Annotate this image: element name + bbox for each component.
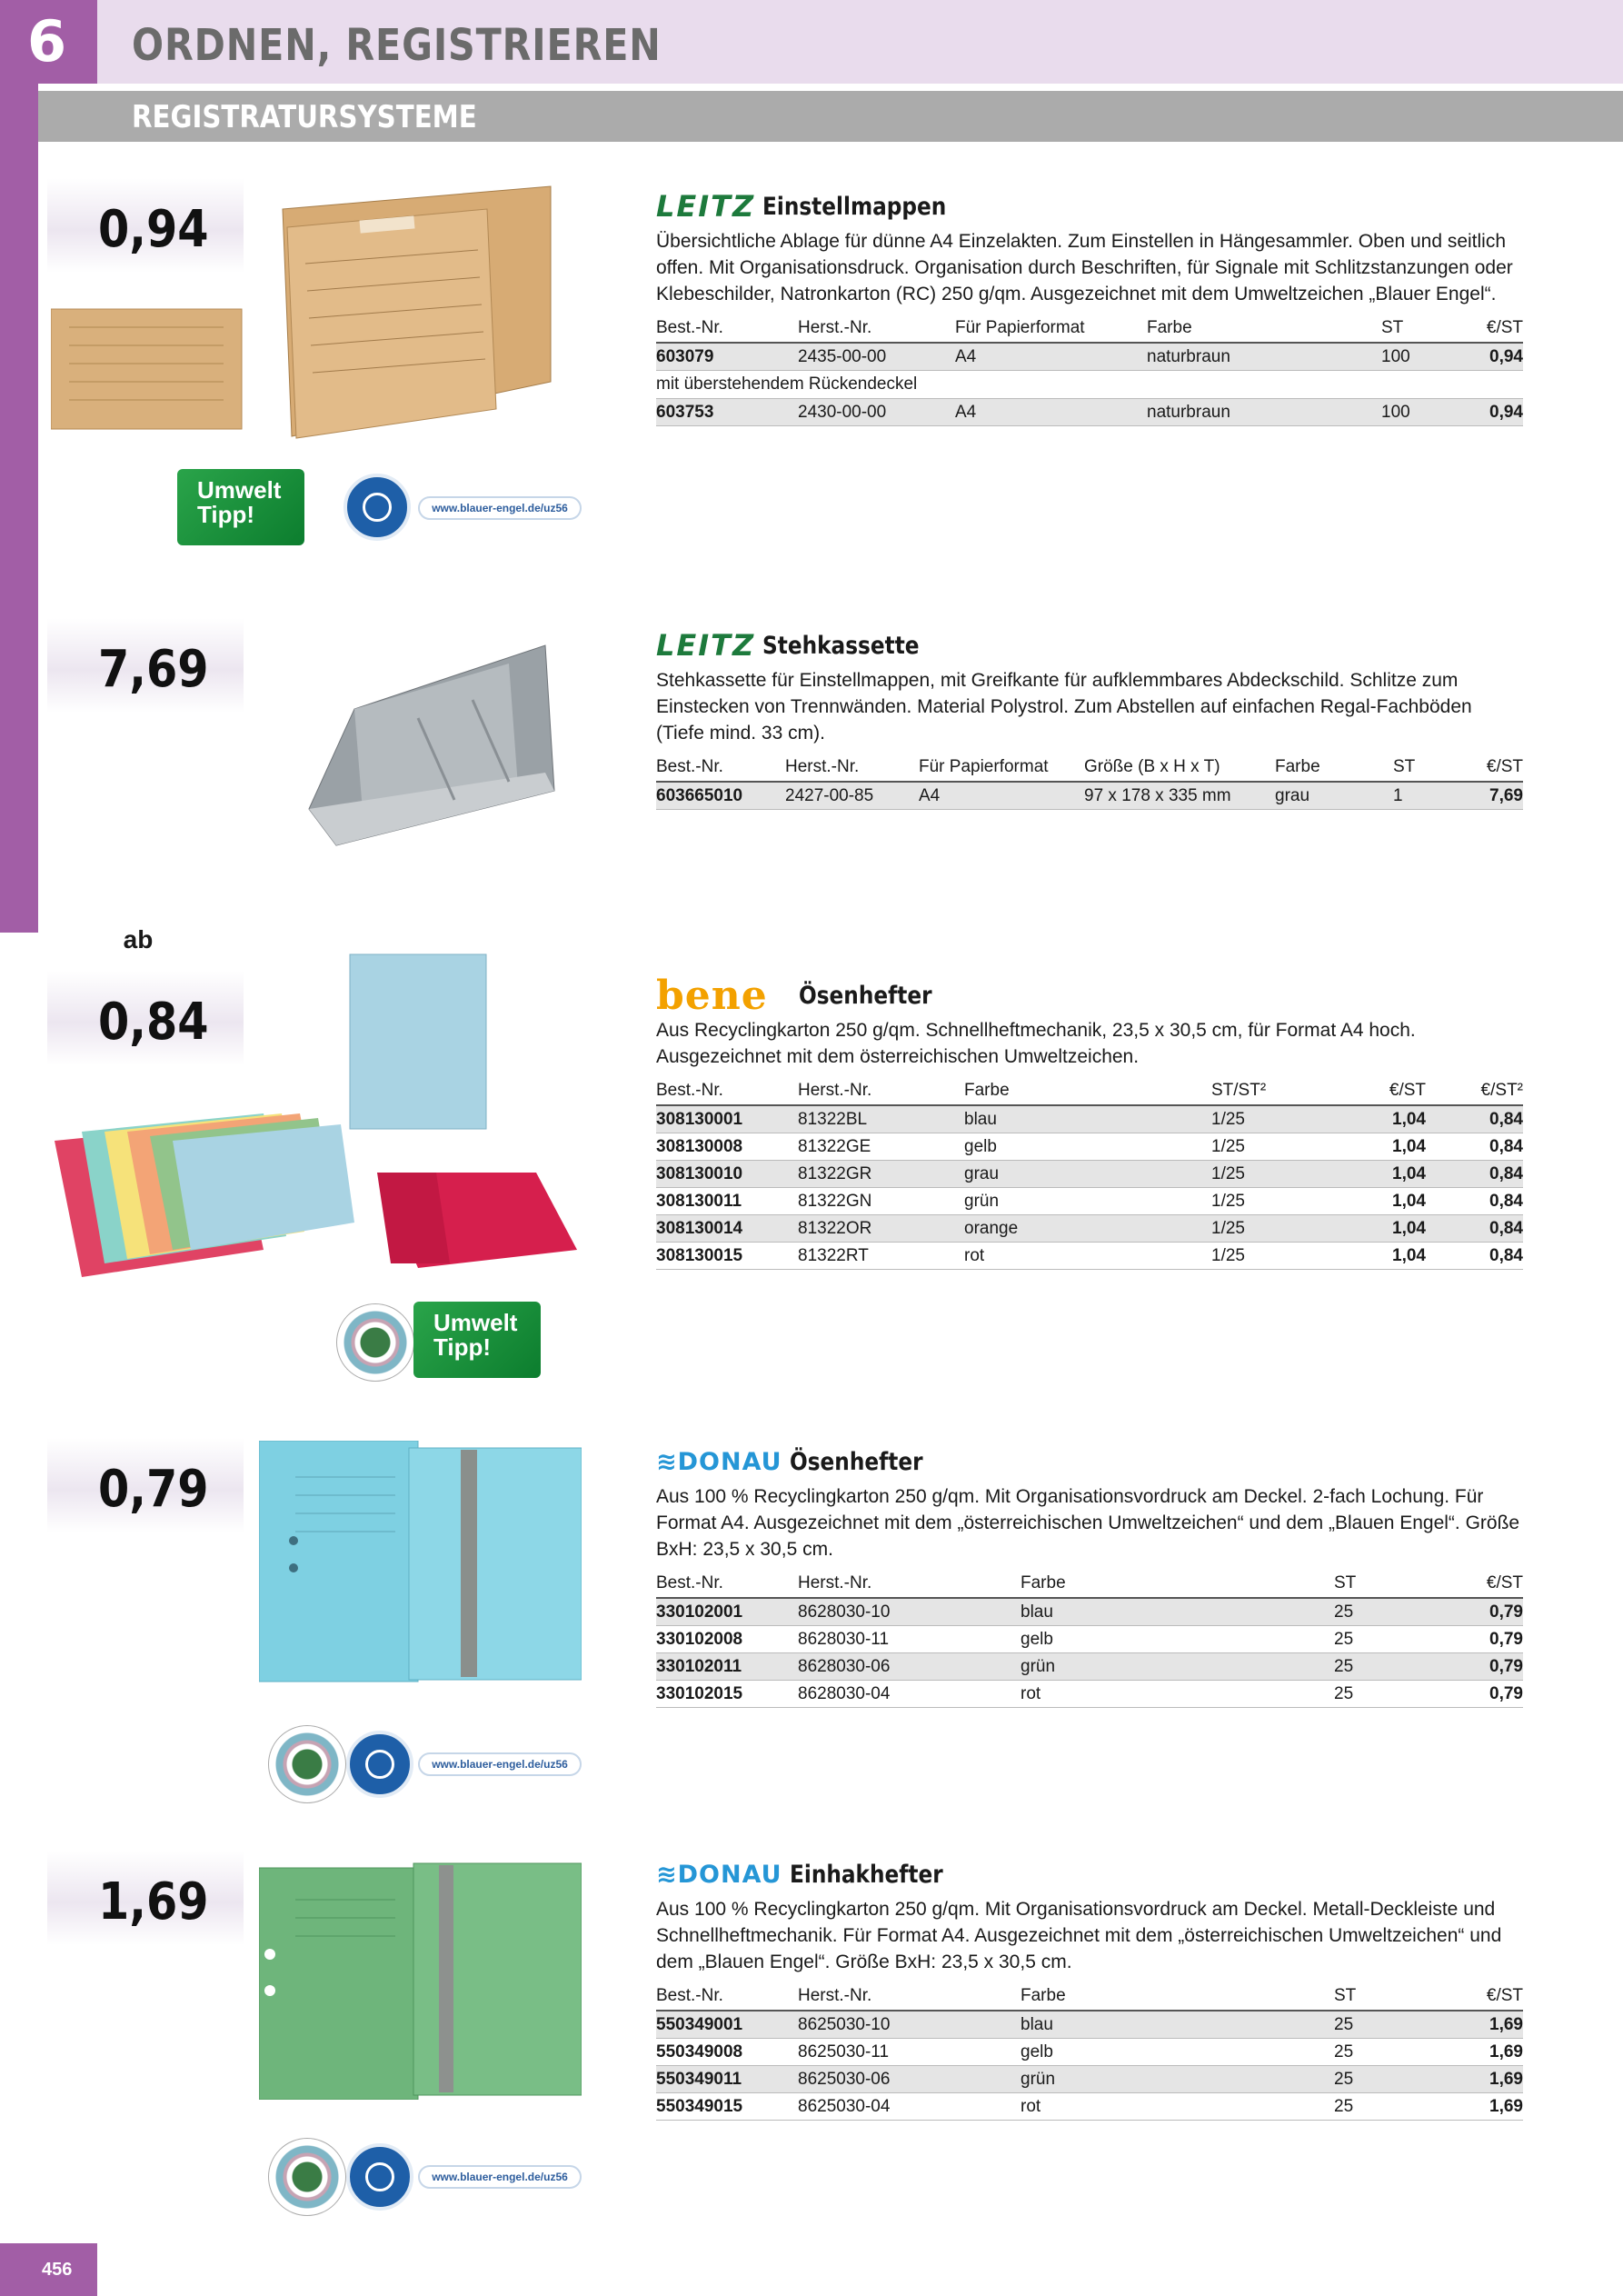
col-header: €/ST [1443, 1982, 1523, 2011]
chapter-sidebar-bar [0, 84, 38, 933]
table-row: 330102015 8628030-04 rot 25 0,79 [656, 1681, 1523, 1708]
size: 97 x 178 x 335 mm [1084, 782, 1275, 810]
leitz-logo: LEITZ [656, 628, 756, 663]
price-tag [47, 1438, 244, 1532]
product-table-2 [656, 399, 1523, 426]
price-prefix: ab [123, 925, 154, 953]
product-stehkassette [656, 625, 1523, 810]
price-value: 7,69 [98, 640, 209, 699]
manufacturer-number: 2427-00-85 [785, 782, 919, 810]
table-row: 308130015 81322RT rot 1/25 1,04 0,84 [656, 1243, 1523, 1270]
table-header-row [656, 1982, 1523, 2011]
col-header: Herst.-Nr. [798, 1570, 1021, 1598]
col-header: Best.-Nr. [656, 314, 798, 343]
product-image-einstellmappen [51, 182, 587, 445]
col-header: Herst.-Nr. [798, 1982, 1021, 2011]
table-row: 330102008 8628030-11 gelb 25 0,79 [656, 1626, 1523, 1653]
product-description: Übersichtliche Ablage für dünne A4 Einzelakten. Zum Einstellen in Hängesammler. Oben und seitlich offen. Mit Organisationsdruck. Organisation durch Beschriften, für Signale mit Schlitzstanzungen oder Klebeschilder, Natronkarton (RC) 250 g/qm. Ausgezeichnet mit dem Umweltzeichen „Blauer Engel“. [656, 231, 1513, 304]
table-row: 550349015 8625030-04 rot 25 1,69 [656, 2093, 1523, 2121]
product-donau-oesenhefter [656, 1442, 1523, 1708]
price-value: 0,84 [98, 993, 209, 1052]
bene-logo: bene [656, 972, 768, 1019]
paper-format: A4 [919, 782, 1084, 810]
blauer-engel-url: www.blauer-engel.de/uz56 [418, 1752, 582, 1776]
table-row: 550349011 8625030-06 grün 25 1,69 [656, 2066, 1523, 2093]
chapter-header [97, 0, 1623, 84]
col-header: €/ST [1443, 1570, 1523, 1598]
col-header: Best.-Nr. [656, 1077, 798, 1105]
manufacturer-number: 2430-00-00 [798, 399, 955, 426]
table-row: 330102011 8628030-06 grün 25 0,79 [656, 1653, 1523, 1681]
product-table [656, 314, 1523, 371]
product-name: Ösenhefter [798, 981, 932, 1010]
price-value: 0,94 [98, 200, 209, 259]
table-row [656, 343, 1523, 371]
col-header: Farbe [964, 1077, 1211, 1105]
col-header: Herst.-Nr. [785, 754, 919, 782]
col-header: Für Papierformat [919, 754, 1084, 782]
quantity: 1 [1393, 782, 1450, 810]
paper-format: A4 [955, 399, 1147, 426]
table-header-row [656, 314, 1523, 343]
donau-logo: ≋DONAU [656, 1860, 782, 1889]
product-table [656, 1570, 1523, 1708]
table-header-row [656, 1077, 1523, 1105]
col-header: ST [1393, 754, 1450, 782]
product-description: Stehkassette für Einstellmappen, mit Greifkante für aufklemmbares Abdeckschild. Schlitze zum Einstecken von Trennwänden. Material Polystrol. Zum Abstellen auf einfachen Regal-Fachböden (Tiefe mind. 33 cm). [656, 670, 1472, 744]
col-header: Größe (B x H x T) [1084, 754, 1275, 782]
blauer-engel-icon [344, 474, 411, 541]
table-row: 550349008 8625030-11 gelb 25 1,69 [656, 2039, 1523, 2066]
variant-note: mit überstehendem Rückendeckel [656, 371, 1523, 399]
col-header: ST [1334, 1570, 1443, 1598]
article-number: 603079 [656, 343, 798, 371]
manufacturer-number: 2435-00-00 [798, 343, 955, 371]
col-header: ST/ST² [1211, 1077, 1317, 1105]
color: naturbraun [1147, 343, 1381, 371]
col-header: Best.-Nr. [656, 754, 785, 782]
color: grau [1275, 782, 1393, 810]
article-number: 603665010 [656, 782, 785, 810]
price-value: 1,69 [98, 1872, 209, 1932]
product-image-donau-einhakhefter [259, 1854, 582, 2100]
article-number: 603753 [656, 399, 798, 426]
table-row: 330102001 8628030-10 blau 25 0,79 [656, 1598, 1523, 1626]
product-einstellmappen [656, 186, 1523, 426]
umwelt-tipp-badge: Umwelt Tipp! [177, 469, 304, 545]
product-image-stehkassette [300, 627, 573, 854]
table-row [656, 399, 1523, 426]
product-name: Stehkassette [762, 631, 920, 660]
oesterreichisches-umweltzeichen-icon [268, 2138, 346, 2216]
oesterreichisches-umweltzeichen-icon [268, 1725, 346, 1803]
table-row: 308130010 81322GR grau 1/25 1,04 0,84 [656, 1161, 1523, 1188]
oesterreichisches-umweltzeichen-icon [336, 1303, 414, 1382]
quantity: 100 [1381, 343, 1447, 371]
product-description: Aus 100 % Recyclingkarton 250 g/qm. Mit Organisationsvordruck am Deckel. Metall-Deckleiste und Schnellheftmechanik. Für Format A4. Ausgezeichnet mit dem „österreichischen Umweltzeichen“ und dem „Blauen Engel“. Größe BxH: 23,5 x 30,5 cm. [656, 1899, 1502, 1972]
col-header: ST [1381, 314, 1447, 343]
price-tag [47, 1851, 244, 1945]
col-header: Herst.-Nr. [798, 1077, 964, 1105]
col-header: Farbe [1147, 314, 1381, 343]
table-row: 308130001 81322BL blau 1/25 1,04 0,84 [656, 1105, 1523, 1133]
price-value: 0,79 [98, 1460, 209, 1519]
col-header: €/ST² [1426, 1077, 1523, 1105]
product-name: Ösenhefter [789, 1447, 923, 1476]
col-header: Farbe [1275, 754, 1393, 782]
col-header: €/ST [1447, 314, 1523, 343]
section-title: REGISTRATURSYSTEME [132, 99, 477, 135]
paper-format: A4 [955, 343, 1147, 371]
blauer-engel-url: www.blauer-engel.de/uz56 [418, 2165, 582, 2189]
product-table [656, 1077, 1523, 1270]
col-header: ST [1334, 1982, 1443, 2011]
product-description: Aus 100 % Recyclingkarton 250 g/qm. Mit Organisationsvordruck am Deckel. 2-fach Lochung. Für Format A4. Ausgezeichnet mit dem „österreichischen Umweltzeichen“ und dem „Blauen Engel“. Größe BxH: 23,5 x 30,5 cm. [656, 1486, 1520, 1560]
product-donau-einhakhefter [656, 1854, 1523, 2121]
unit-price: 7,69 [1450, 782, 1523, 810]
unit-price: 0,94 [1447, 343, 1523, 371]
table-row: 550349001 8625030-10 blau 25 1,69 [656, 2011, 1523, 2039]
blauer-engel-icon [346, 2143, 413, 2211]
table-row [656, 782, 1523, 810]
product-table [656, 1982, 1523, 2121]
chapter-tab: 6 [0, 0, 97, 84]
blauer-engel-url: www.blauer-engel.de/uz56 [418, 496, 582, 520]
price-tag [47, 618, 244, 713]
col-header: €/ST [1317, 1077, 1426, 1105]
product-description: Aus Recyclingkarton 250 g/qm. Schnellheftmechanik, 23,5 x 30,5 cm, für Format A4 hoch. Ausgezeichnet mit dem österreichischen Umweltzeichen. [656, 1020, 1416, 1067]
col-header: Herst.-Nr. [798, 314, 955, 343]
col-header: Farbe [1021, 1570, 1334, 1598]
donau-logo: ≋DONAU [656, 1447, 782, 1476]
leitz-logo: LEITZ [656, 189, 756, 224]
product-image-bene-oesenhefter [45, 950, 582, 1286]
section-header [38, 91, 1623, 142]
umwelt-tipp-badge: Umwelt Tipp! [413, 1302, 541, 1378]
table-header-row [656, 754, 1523, 782]
product-image-donau-oesenhefter [259, 1441, 582, 1686]
product-name: Einhakhefter [789, 1860, 943, 1889]
quantity: 100 [1381, 399, 1447, 426]
table-row: 308130014 81322OR orange 1/25 1,04 0,84 [656, 1215, 1523, 1243]
color: naturbraun [1147, 399, 1381, 426]
col-header: €/ST [1450, 754, 1523, 782]
product-table [656, 754, 1523, 810]
product-name: Einstellmappen [762, 192, 947, 221]
col-header: Best.-Nr. [656, 1982, 798, 2011]
unit-price: 0,94 [1447, 399, 1523, 426]
product-bene-oesenhefter [656, 972, 1523, 1270]
page-number: 456 [0, 2243, 97, 2296]
table-row: 308130011 81322GN grün 1/25 1,04 0,84 [656, 1188, 1523, 1215]
blauer-engel-icon [346, 1731, 413, 1798]
col-header: Farbe [1021, 1982, 1334, 2011]
table-row: 308130008 81322GE gelb 1/25 1,04 0,84 [656, 1133, 1523, 1161]
chapter-title: ORDNEN, REGISTRIEREN [132, 20, 662, 71]
col-header: Für Papierformat [955, 314, 1147, 343]
col-header: Best.-Nr. [656, 1570, 798, 1598]
table-header-row [656, 1570, 1523, 1598]
